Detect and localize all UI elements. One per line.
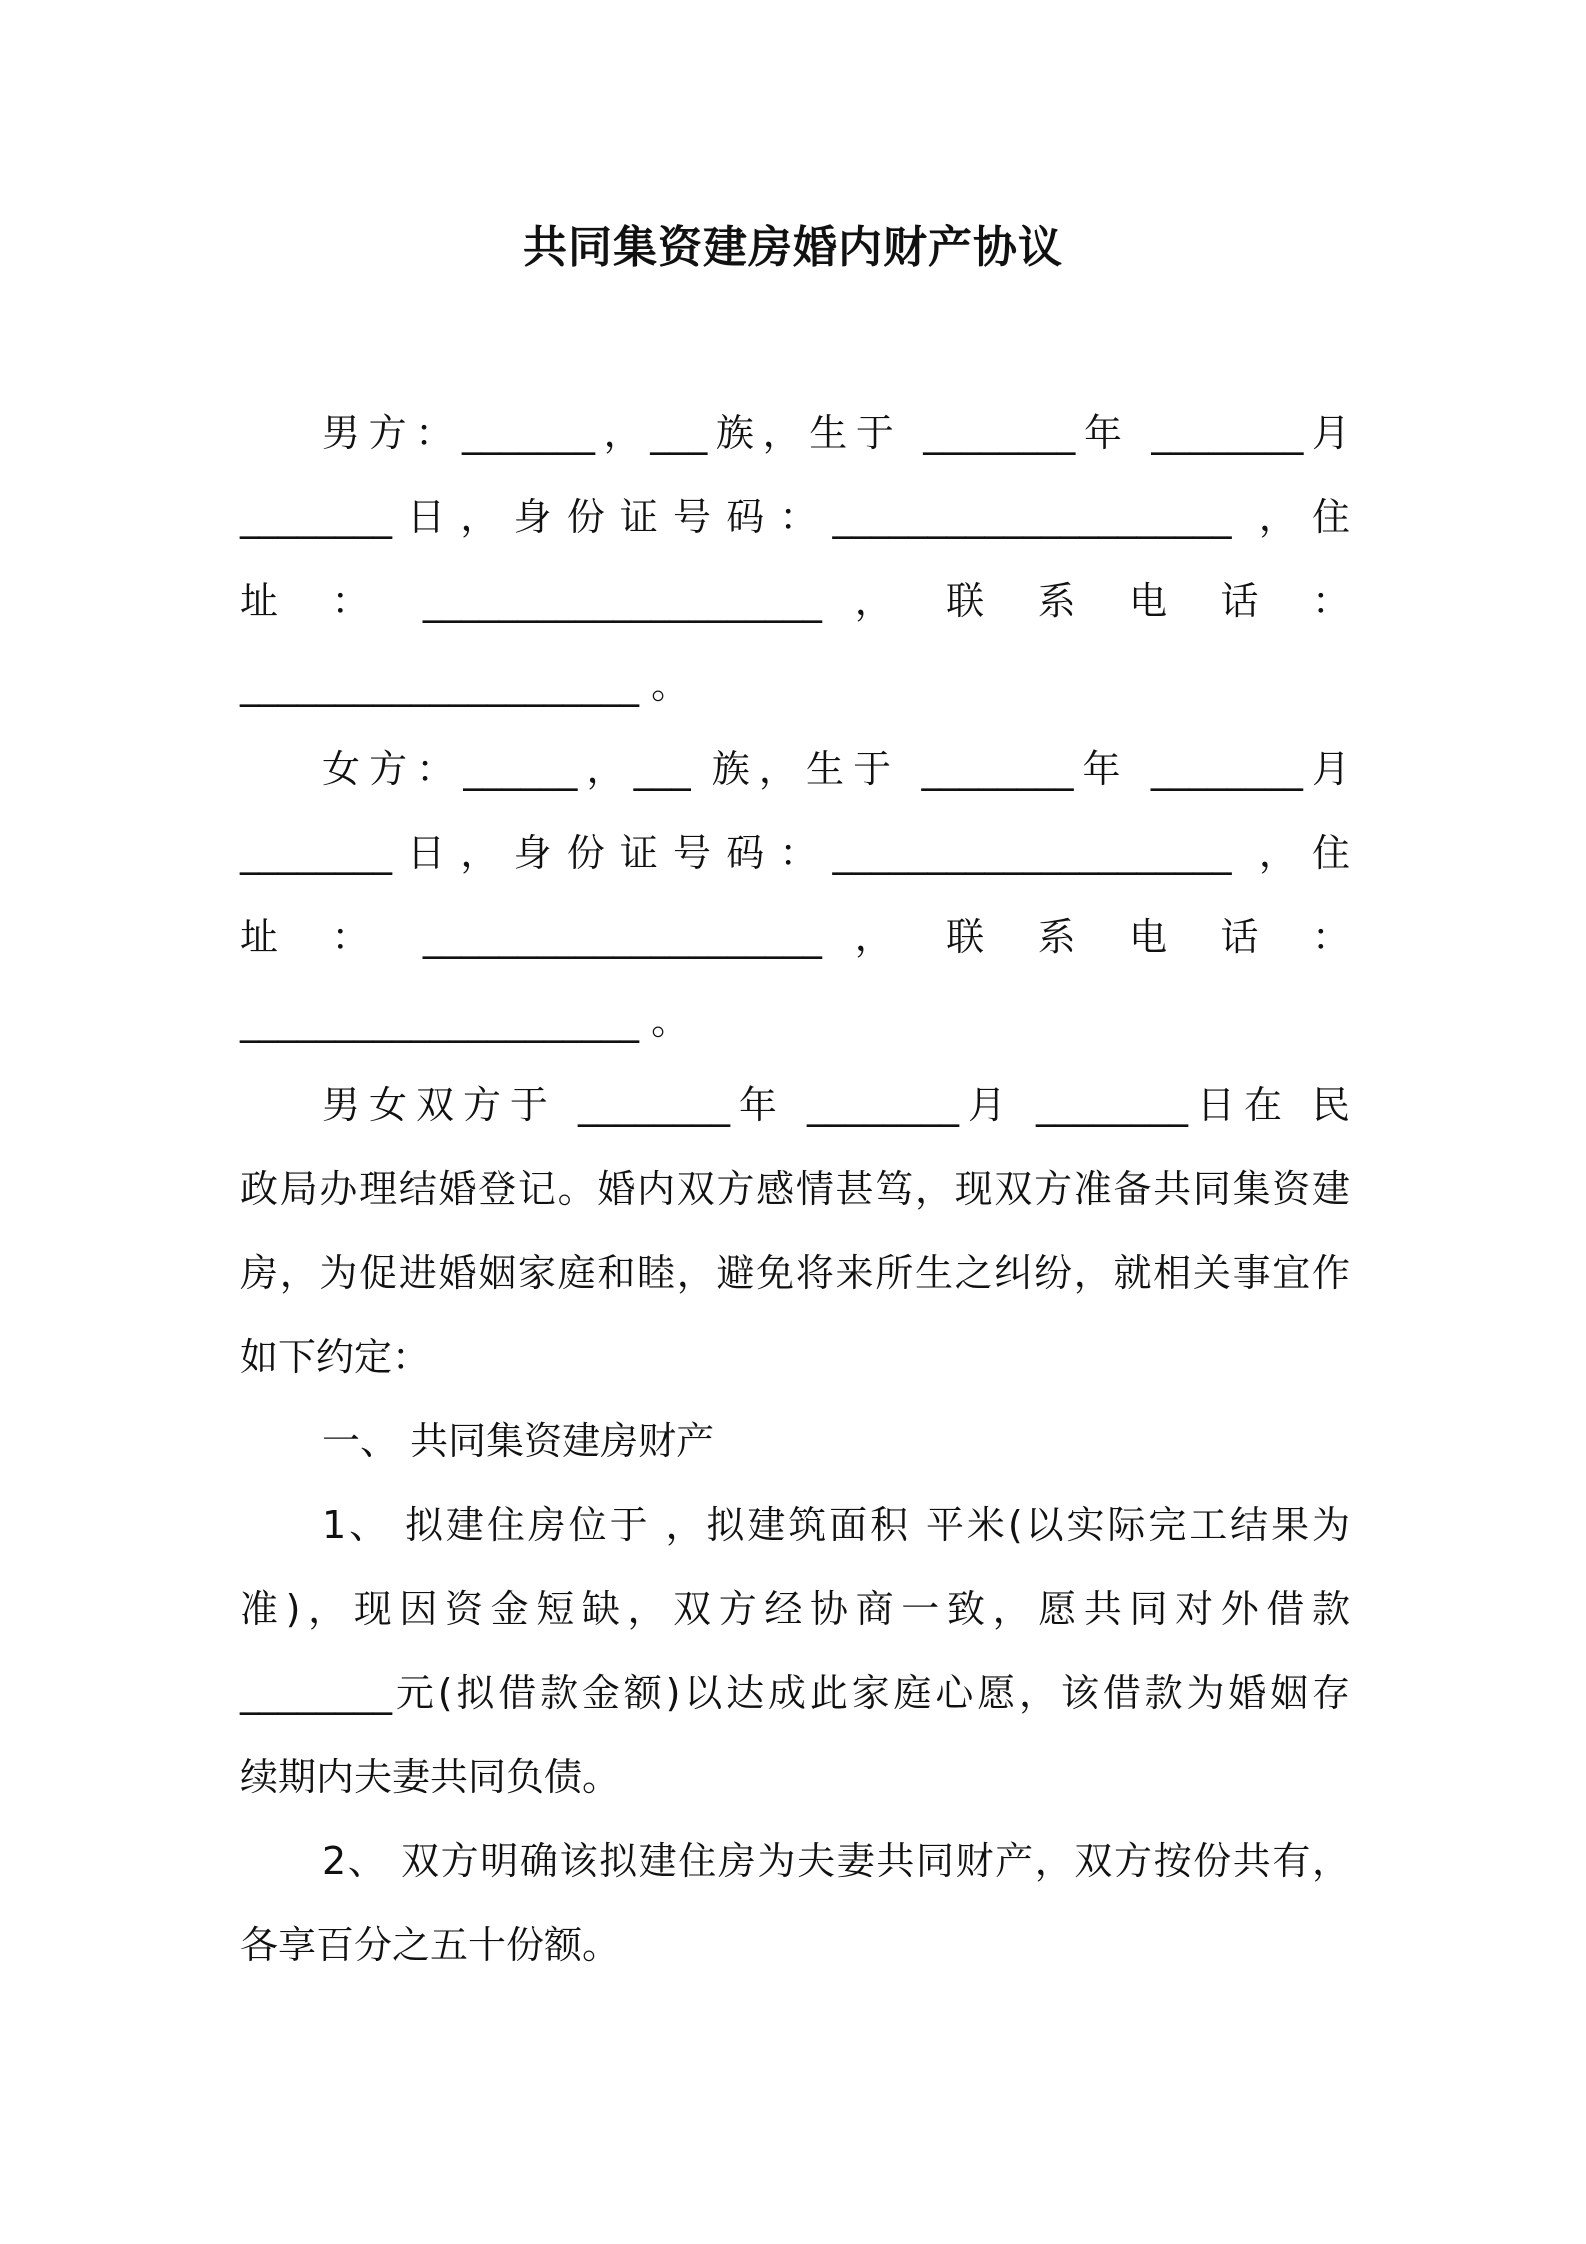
female-party-line-4: _____________________ 。 xyxy=(240,999,690,1043)
document-title: 共同集资建房婚内财产协议 xyxy=(523,222,1063,273)
clause-1-line-4: 续期内夫妻共同负债。 xyxy=(240,1755,621,1799)
female-party-line-2: ________日，身份证号码：_____________________ ，住 xyxy=(240,831,1350,875)
marriage-paragraph-line-4: 如下约定： xyxy=(240,1335,431,1379)
section-heading-1: 一、 共同集资建房财产 xyxy=(322,1419,715,1463)
clause-2-line-2: 各享百分之五十份额。 xyxy=(240,1923,621,1967)
male-party-line-1: 男方：_______，___族，生于 ________年 ________月 xyxy=(322,411,1350,455)
marriage-paragraph-line-3: 房，为促进婚姻家庭和睦，避免将来所生之纠纷，就相关事宜作 xyxy=(240,1251,1350,1295)
male-party-line-3: 址 ： _____________________ ， 联 系 电 话 ： xyxy=(240,579,1350,623)
clause-1-line-3: ________元(拟借款金额)以达成此家庭心愿，该借款为婚姻存 xyxy=(240,1671,1350,1715)
male-party-line-4: _____________________ 。 xyxy=(240,663,690,707)
female-party-line-1: 女方：______，___ 族，生于 ________年 ________月 xyxy=(322,747,1350,791)
clause-1-line-1: 1、 拟建住房位于 ，拟建筑面积 平米(以实际完工结果为 xyxy=(322,1503,1350,1547)
male-party-line-2: ________日，身份证号码：_____________________ ，住 xyxy=(240,495,1350,539)
marriage-paragraph-line-2: 政局办理结婚登记。婚内双方感情甚笃，现双方准备共同集资建 xyxy=(240,1167,1350,1211)
female-party-line-3: 址 ： _____________________ ， 联 系 电 话 ： xyxy=(240,915,1350,959)
marriage-paragraph-line-1: 男女双方于 ________年 ________月 ________日在 民 xyxy=(322,1083,1350,1127)
clause-1-line-2: 准)，现因资金短缺，双方经协商一致，愿共同对外借款 xyxy=(240,1587,1350,1631)
clause-2-line-1: 2、 双方明确该拟建住房为夫妻共同财产，双方按份共有， xyxy=(322,1839,1350,1883)
